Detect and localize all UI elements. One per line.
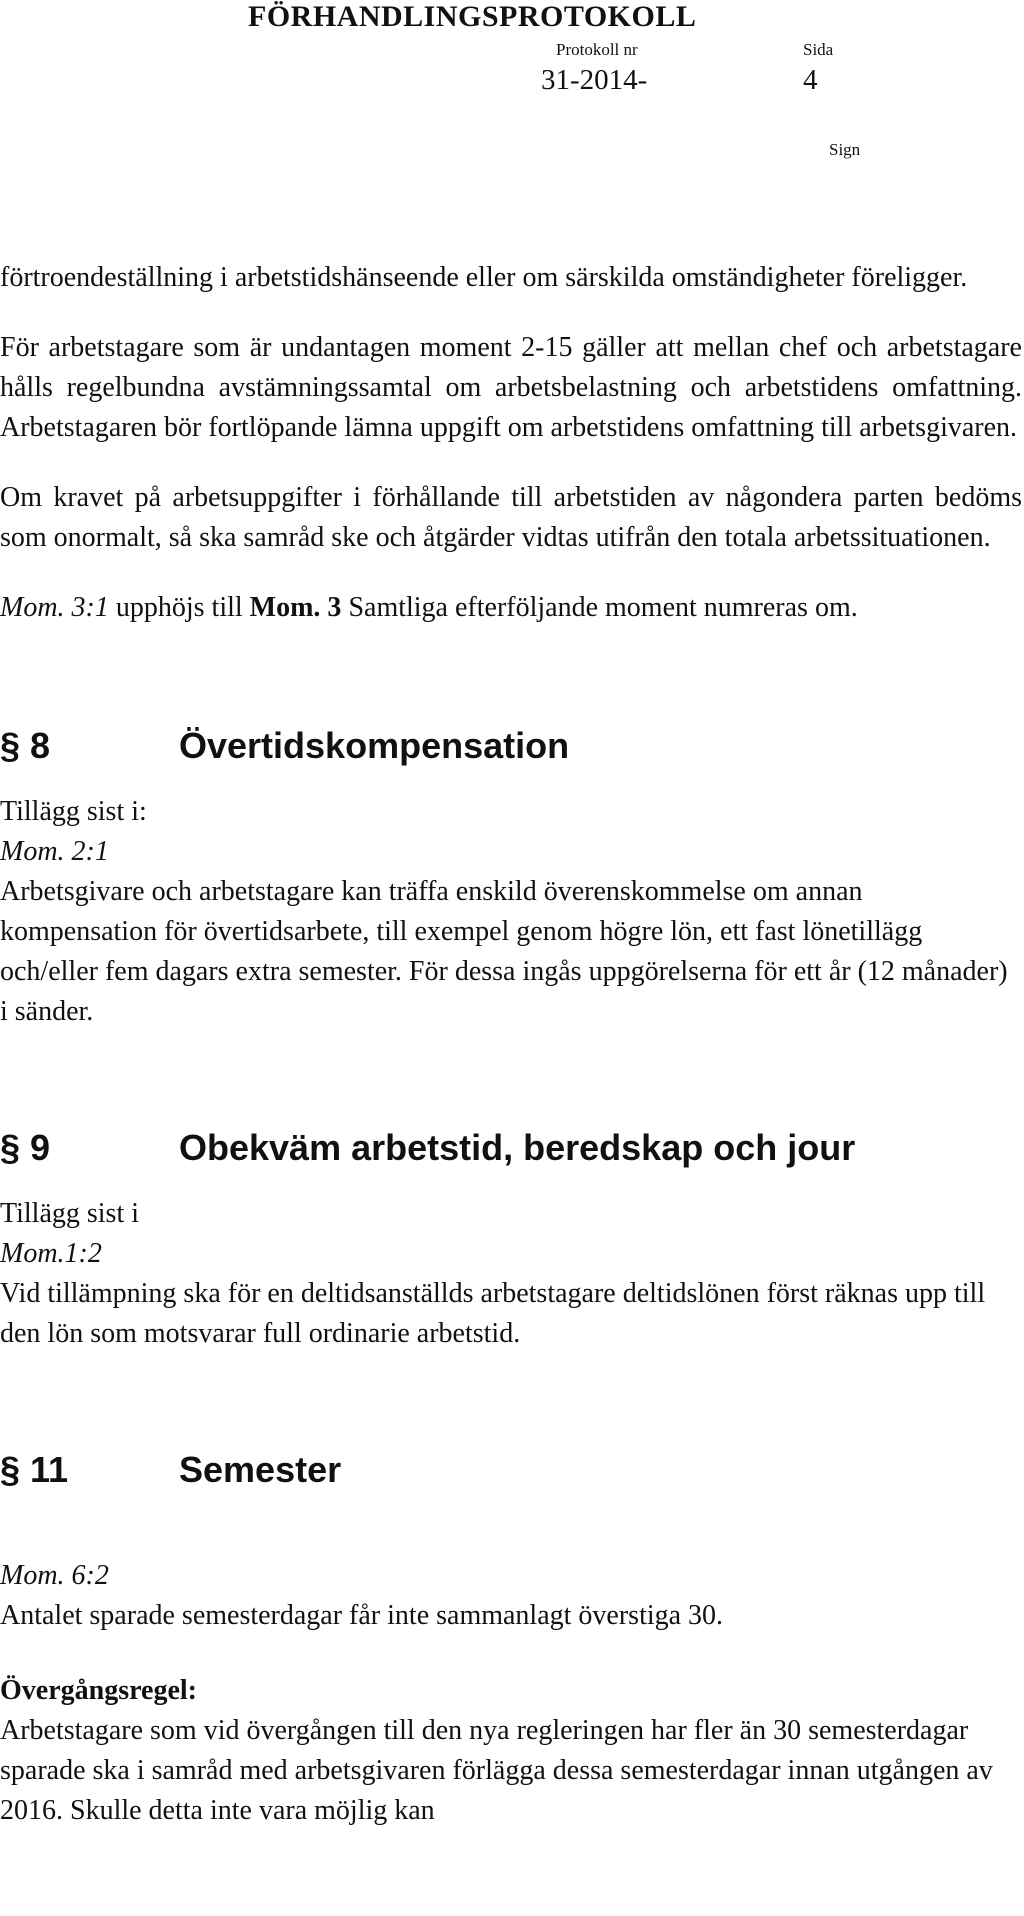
section-addition: Tillägg sist i [0, 1198, 140, 1229]
section-number: § 11 [0, 1449, 69, 1490]
section-title: Obekväm arbetstid, beredskap och jour [179, 1127, 856, 1168]
section-heading [0, 722, 1022, 770]
section-mom: Mom. 6:2 [0, 1560, 109, 1591]
signature-label: Sign [829, 140, 861, 159]
section-text: Arbetsgivare och arbetstagare kan träffa enskild överenskommelse om annan kompensation för övertidsarbete, till exempel genom högre lön, ett fast lönetillägg och/eller fem dagars extra semester. För dessa ingås uppgörelserna för ett år (12 månader) i sänder. [0, 876, 1008, 1027]
transition-rule-text: Arbetstagare som vid övergången till den nya regleringen har fler än 30 semesterdagar sparade ska i samråd med arbetsgivaren förlägga dessa semesterdagar innan utgången av 2016. Skulle detta inte vara möjlig kan [0, 1715, 993, 1826]
document-body [0, 258, 1022, 1831]
protocol-number-label: Protokoll nr [556, 40, 638, 59]
section-text: Antalet sparade semesterdagar får inte sammanlagt överstiga 30. [0, 1600, 724, 1631]
section-number: § 9 [0, 1127, 51, 1168]
section-mom: Mom. 2:1 [0, 836, 109, 867]
page-number-value: 4 [803, 64, 818, 96]
protocol-number-value: 31-2014- [541, 64, 648, 96]
page-label: Sida [803, 40, 834, 59]
intro-paragraph-1: förtroendeställning i arbetstidshänseende eller om särskilda omständigheter föreligger. [0, 262, 968, 293]
intro-paragraph-4 [0, 588, 1022, 628]
text-fragment: upphöjs till [108, 592, 250, 623]
transition-rule-title: Övergångsregel: [0, 1675, 197, 1706]
mom-reference-bold: Mom. 3 [249, 592, 342, 623]
text-fragment: Samtliga efterföljande moment numreras om. [341, 592, 858, 623]
section-title: Semester [179, 1449, 342, 1490]
section-number: § 8 [0, 725, 51, 766]
section-heading [0, 1124, 1022, 1172]
mom-reference: Mom. 3:1 [0, 592, 109, 623]
section-mom: Mom.1:2 [0, 1238, 102, 1269]
section-addition: Tillägg sist i: [0, 796, 147, 827]
intro-paragraph-2: För arbetstagare som är undantagen moment 2-15 gäller att mellan chef och arbetstagare hålls regelbundna avstämningssamtal om arbetsbelastning och arbetstidens omfattning. Arbetstagaren bör fortlöpande lämna uppgift om arbetstidens omfattning till arbetsgivaren. [0, 332, 1022, 443]
section-title: Övertidskompensation [179, 725, 570, 766]
section-heading [0, 1446, 1022, 1494]
document-title: FÖRHANDLINGSPROTOKOLL [248, 0, 697, 33]
intro-paragraph-3: Om kravet på arbetsuppgifter i förhållande till arbetstiden av någondera parten bedöms som onormalt, så ska samråd ske och åtgärder vidtas utifrån den totala arbetssituationen. [0, 482, 1022, 553]
section-text: Vid tillämpning ska för en deltidsanställds arbetstagare deltidslönen först räknas upp till den lön som motsvarar full ordinarie arbetstid. [0, 1278, 986, 1349]
